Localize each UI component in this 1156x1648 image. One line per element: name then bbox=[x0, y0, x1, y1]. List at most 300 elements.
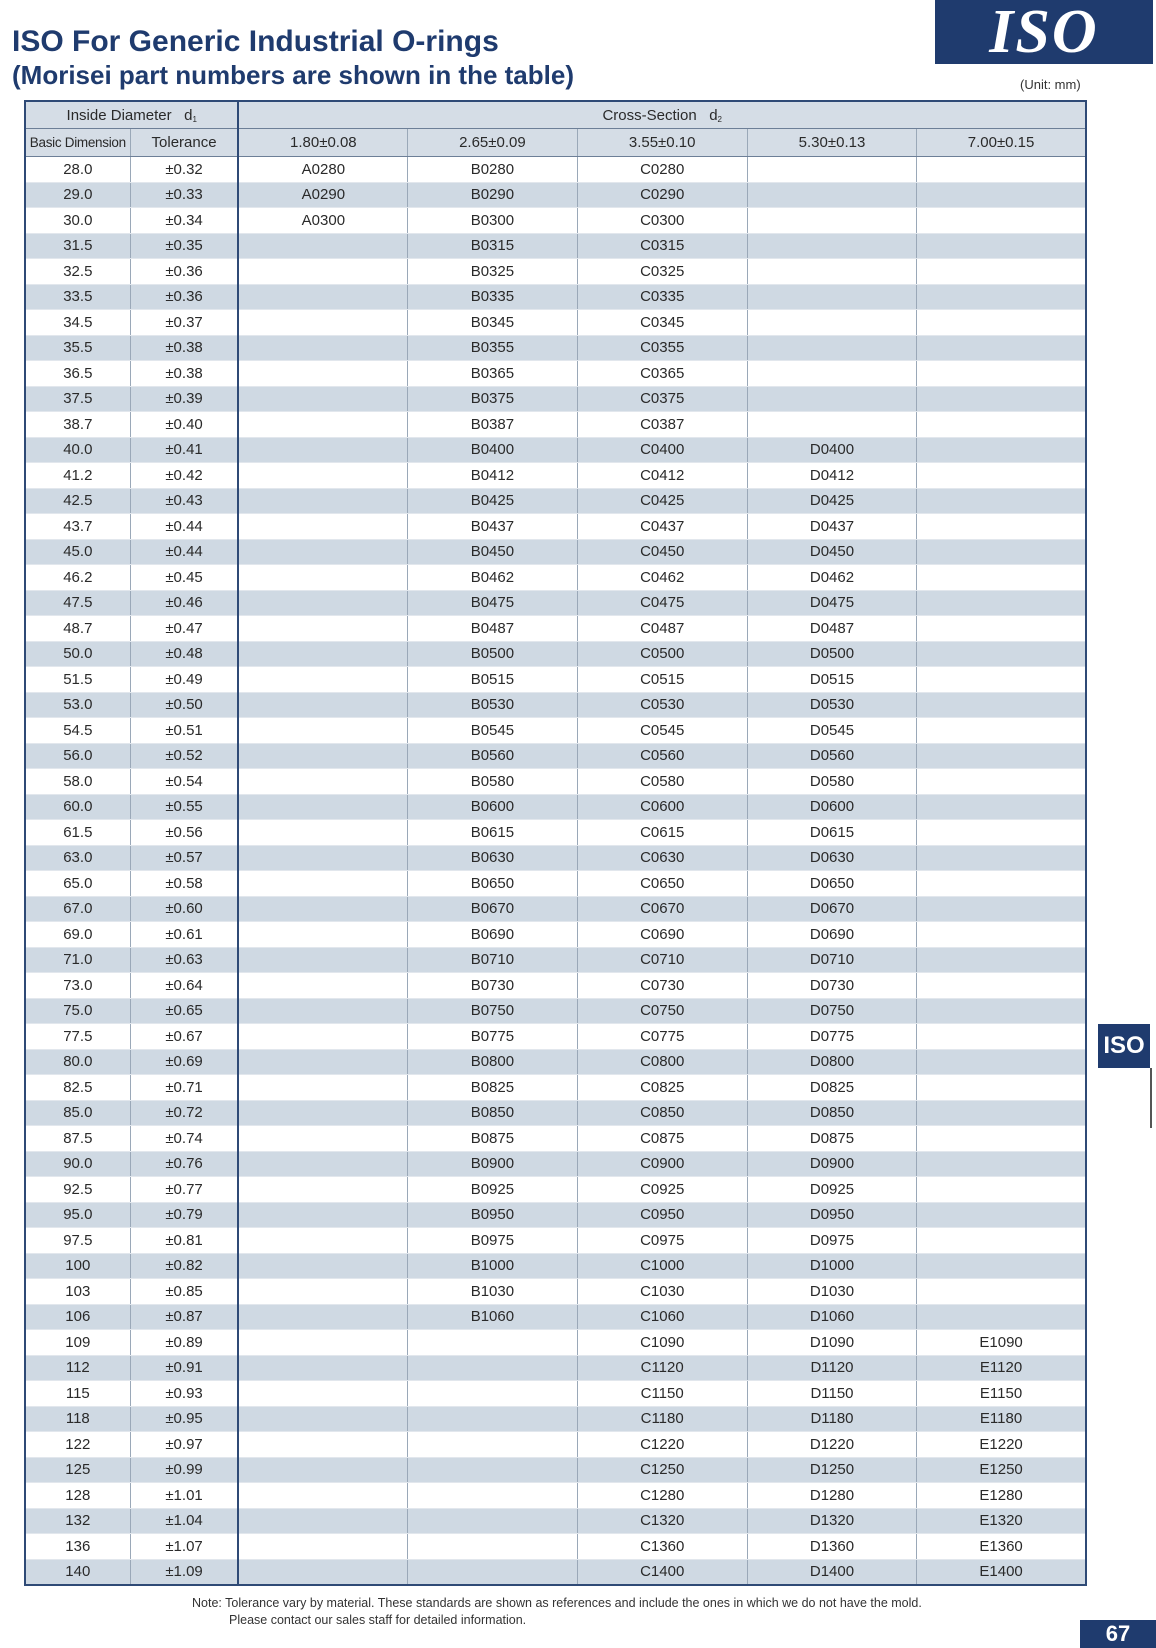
part-number-cell: C0515 bbox=[577, 667, 747, 693]
part-number-cell: B0825 bbox=[408, 1075, 577, 1101]
basic-dimension-cell: 136 bbox=[25, 1534, 130, 1560]
tolerance-cell: ±0.41 bbox=[130, 437, 238, 463]
part-number-cell: B0545 bbox=[408, 718, 577, 744]
basic-dimension-cell: 118 bbox=[25, 1406, 130, 1432]
basic-dimension-cell: 82.5 bbox=[25, 1075, 130, 1101]
part-number-cell: C0315 bbox=[577, 233, 747, 259]
part-number-cell bbox=[917, 973, 1086, 999]
part-number-cell: D0425 bbox=[747, 488, 916, 514]
part-number-cell: B0975 bbox=[408, 1228, 577, 1254]
part-number-cell bbox=[917, 616, 1086, 642]
table-row bbox=[25, 922, 1086, 948]
part-number-cell bbox=[238, 1100, 407, 1126]
table-row bbox=[25, 463, 1086, 489]
part-number-cell bbox=[408, 1483, 577, 1509]
tolerance-cell: ±0.44 bbox=[130, 514, 238, 540]
part-number-cell: C0650 bbox=[577, 871, 747, 897]
tolerance-cell: ±0.81 bbox=[130, 1228, 238, 1254]
basic-dimension-cell: 60.0 bbox=[25, 794, 130, 820]
part-number-cell bbox=[408, 1381, 577, 1407]
part-number-cell bbox=[917, 1151, 1086, 1177]
tab-divider bbox=[1150, 1068, 1152, 1128]
table-row bbox=[25, 1508, 1086, 1534]
basic-dimension-cell: 37.5 bbox=[25, 386, 130, 412]
table-row bbox=[25, 845, 1086, 871]
basic-dimension-cell: 32.5 bbox=[25, 259, 130, 285]
part-number-cell: B0710 bbox=[408, 947, 577, 973]
part-number-cell: D0775 bbox=[747, 1024, 916, 1050]
part-number-cell bbox=[917, 718, 1086, 744]
basic-dimension-cell: 109 bbox=[25, 1330, 130, 1356]
basic-dimension-cell: 35.5 bbox=[25, 335, 130, 361]
part-number-cell bbox=[238, 1355, 407, 1381]
page-number: 67 bbox=[1080, 1620, 1156, 1648]
table-row bbox=[25, 1177, 1086, 1203]
part-number-cell: B0425 bbox=[408, 488, 577, 514]
part-number-cell: C0875 bbox=[577, 1126, 747, 1152]
part-number-cell: B0412 bbox=[408, 463, 577, 489]
basic-dimension-cell: 48.7 bbox=[25, 616, 130, 642]
part-number-cell: C0630 bbox=[577, 845, 747, 871]
part-number-cell: C0437 bbox=[577, 514, 747, 540]
part-number-cell bbox=[917, 692, 1086, 718]
part-number-cell bbox=[238, 845, 407, 871]
part-number-cell: B0900 bbox=[408, 1151, 577, 1177]
part-number-cell bbox=[917, 947, 1086, 973]
part-number-cell: E1120 bbox=[917, 1355, 1086, 1381]
part-number-cell: D1250 bbox=[747, 1457, 916, 1483]
part-number-cell bbox=[917, 1304, 1086, 1330]
part-number-cell bbox=[238, 1126, 407, 1152]
part-number-cell bbox=[238, 463, 407, 489]
part-number-cell: D0530 bbox=[747, 692, 916, 718]
tolerance-cell: ±0.33 bbox=[130, 182, 238, 208]
table-row bbox=[25, 233, 1086, 259]
part-number-cell: D0825 bbox=[747, 1075, 916, 1101]
part-number-cell: D1000 bbox=[747, 1253, 916, 1279]
part-number-cell: B0335 bbox=[408, 284, 577, 310]
part-number-cell bbox=[238, 1075, 407, 1101]
part-number-cell: C0335 bbox=[577, 284, 747, 310]
table-row bbox=[25, 514, 1086, 540]
basic-dimension-cell: 132 bbox=[25, 1508, 130, 1534]
part-number-cell bbox=[917, 386, 1086, 412]
tolerance-cell: ±0.54 bbox=[130, 769, 238, 795]
part-number-cell: D0487 bbox=[747, 616, 916, 642]
cross-section-col-header: 1.80±0.08 bbox=[238, 129, 407, 157]
part-number-cell bbox=[408, 1432, 577, 1458]
cross-section-header: Cross-Section $d_2$ bbox=[238, 101, 1086, 129]
table-row bbox=[25, 692, 1086, 718]
part-number-cell: C0425 bbox=[577, 488, 747, 514]
table-row bbox=[25, 310, 1086, 336]
part-number-cell bbox=[238, 233, 407, 259]
part-number-cell: E1360 bbox=[917, 1534, 1086, 1560]
basic-dimension-cell: 51.5 bbox=[25, 667, 130, 693]
table-row bbox=[25, 1024, 1086, 1050]
part-number-cell: C0500 bbox=[577, 641, 747, 667]
table-row bbox=[25, 1483, 1086, 1509]
part-number-cell bbox=[917, 1075, 1086, 1101]
part-number-cell: D0800 bbox=[747, 1049, 916, 1075]
part-number-cell: D0730 bbox=[747, 973, 916, 999]
part-number-cell bbox=[238, 1559, 407, 1585]
part-number-cell: D1120 bbox=[747, 1355, 916, 1381]
part-number-cell bbox=[917, 1126, 1086, 1152]
basic-dimension-cell: 28.0 bbox=[25, 157, 130, 183]
part-number-cell bbox=[917, 182, 1086, 208]
table-row bbox=[25, 1406, 1086, 1432]
part-number-cell: B0800 bbox=[408, 1049, 577, 1075]
part-number-cell bbox=[747, 182, 916, 208]
part-number-cell bbox=[238, 590, 407, 616]
part-number-cell bbox=[238, 1406, 407, 1432]
tolerance-cell: ±0.47 bbox=[130, 616, 238, 642]
tolerance-cell: ±0.64 bbox=[130, 973, 238, 999]
part-number-cell: C1220 bbox=[577, 1432, 747, 1458]
part-number-cell: C0775 bbox=[577, 1024, 747, 1050]
part-number-cell: C0925 bbox=[577, 1177, 747, 1203]
basic-dimension-cell: 112 bbox=[25, 1355, 130, 1381]
part-number-cell: C1150 bbox=[577, 1381, 747, 1407]
part-number-cell: C1030 bbox=[577, 1279, 747, 1305]
part-number-cell: B0730 bbox=[408, 973, 577, 999]
basic-dimension-cell: 30.0 bbox=[25, 208, 130, 234]
part-number-cell bbox=[408, 1406, 577, 1432]
part-number-cell: C0750 bbox=[577, 998, 747, 1024]
tolerance-cell: ±0.65 bbox=[130, 998, 238, 1024]
part-number-cell bbox=[917, 845, 1086, 871]
part-number-cell bbox=[238, 1381, 407, 1407]
part-number-cell: B0400 bbox=[408, 437, 577, 463]
part-number-cell: D1030 bbox=[747, 1279, 916, 1305]
part-number-cell bbox=[238, 718, 407, 744]
part-number-cell bbox=[238, 1508, 407, 1534]
table-row bbox=[25, 667, 1086, 693]
table-row bbox=[25, 641, 1086, 667]
part-number-cell bbox=[238, 1177, 407, 1203]
part-number-cell bbox=[408, 1457, 577, 1483]
part-number-cell bbox=[238, 1279, 407, 1305]
table-row bbox=[25, 1330, 1086, 1356]
part-number-cell: C0670 bbox=[577, 896, 747, 922]
part-number-cell bbox=[238, 386, 407, 412]
tolerance-cell: ±0.40 bbox=[130, 412, 238, 438]
part-number-cell: D0412 bbox=[747, 463, 916, 489]
part-number-cell bbox=[747, 259, 916, 285]
basic-dimension-cell: 29.0 bbox=[25, 182, 130, 208]
tolerance-cell: ±0.42 bbox=[130, 463, 238, 489]
part-number-cell: A0280 bbox=[238, 157, 407, 183]
page-title: ISO For Generic Industrial O-rings bbox=[12, 25, 499, 58]
basic-dimension-cell: 53.0 bbox=[25, 692, 130, 718]
part-number-cell: D0500 bbox=[747, 641, 916, 667]
part-number-cell: E1320 bbox=[917, 1508, 1086, 1534]
tolerance-cell: ±1.09 bbox=[130, 1559, 238, 1585]
part-number-cell bbox=[917, 820, 1086, 846]
part-number-cell: C0825 bbox=[577, 1075, 747, 1101]
part-number-cell: E1250 bbox=[917, 1457, 1086, 1483]
tolerance-cell: ±0.37 bbox=[130, 310, 238, 336]
part-number-cell bbox=[917, 284, 1086, 310]
part-number-cell bbox=[238, 922, 407, 948]
basic-dimension-cell: 103 bbox=[25, 1279, 130, 1305]
table-row bbox=[25, 616, 1086, 642]
part-number-cell bbox=[917, 667, 1086, 693]
part-number-cell: D0900 bbox=[747, 1151, 916, 1177]
part-number-cell: B0500 bbox=[408, 641, 577, 667]
part-number-cell bbox=[238, 1151, 407, 1177]
table-row bbox=[25, 1049, 1086, 1075]
part-number-cell bbox=[238, 871, 407, 897]
part-number-cell bbox=[408, 1330, 577, 1356]
part-number-cell: C1180 bbox=[577, 1406, 747, 1432]
tolerance-cell: ±0.63 bbox=[130, 947, 238, 973]
part-number-cell: D0437 bbox=[747, 514, 916, 540]
part-number-cell: C0545 bbox=[577, 718, 747, 744]
part-number-cell bbox=[238, 998, 407, 1024]
part-number-cell: C0580 bbox=[577, 769, 747, 795]
basic-dimension-cell: 46.2 bbox=[25, 565, 130, 591]
table-row bbox=[25, 437, 1086, 463]
part-number-cell: D0600 bbox=[747, 794, 916, 820]
tolerance-cell: ±0.67 bbox=[130, 1024, 238, 1050]
table-row bbox=[25, 386, 1086, 412]
part-number-cell: C1280 bbox=[577, 1483, 747, 1509]
part-number-cell bbox=[238, 820, 407, 846]
part-number-cell: D0560 bbox=[747, 743, 916, 769]
part-number-cell: C0325 bbox=[577, 259, 747, 285]
basic-dimension-cell: 67.0 bbox=[25, 896, 130, 922]
part-number-cell bbox=[238, 1202, 407, 1228]
tolerance-cell: ±0.93 bbox=[130, 1381, 238, 1407]
part-number-cell bbox=[917, 1202, 1086, 1228]
basic-dimension-cell: 31.5 bbox=[25, 233, 130, 259]
cross-section-col-header: 7.00±0.15 bbox=[917, 129, 1086, 157]
part-number-cell bbox=[408, 1559, 577, 1585]
basic-dimension-cell: 42.5 bbox=[25, 488, 130, 514]
table-row bbox=[25, 769, 1086, 795]
part-number-cell bbox=[747, 310, 916, 336]
part-number-cell bbox=[238, 1457, 407, 1483]
part-number-cell bbox=[408, 1534, 577, 1560]
part-number-cell: D0975 bbox=[747, 1228, 916, 1254]
part-number-cell: B0290 bbox=[408, 182, 577, 208]
part-number-cell: D0462 bbox=[747, 565, 916, 591]
part-number-cell bbox=[917, 1177, 1086, 1203]
part-number-cell bbox=[747, 157, 916, 183]
basic-dimension-cell: 115 bbox=[25, 1381, 130, 1407]
tolerance-cell: ±0.95 bbox=[130, 1406, 238, 1432]
table-row bbox=[25, 1304, 1086, 1330]
part-number-cell: C0365 bbox=[577, 361, 747, 387]
part-number-cell bbox=[917, 1253, 1086, 1279]
part-number-cell: C0950 bbox=[577, 1202, 747, 1228]
part-number-cell: C1000 bbox=[577, 1253, 747, 1279]
part-number-cell bbox=[917, 794, 1086, 820]
part-number-cell bbox=[238, 1483, 407, 1509]
tolerance-cell: ±0.89 bbox=[130, 1330, 238, 1356]
table-row bbox=[25, 1075, 1086, 1101]
tolerance-cell: ±1.04 bbox=[130, 1508, 238, 1534]
part-number-cell bbox=[917, 412, 1086, 438]
table-row bbox=[25, 871, 1086, 897]
part-number-cell bbox=[747, 284, 916, 310]
part-number-cell: C1090 bbox=[577, 1330, 747, 1356]
part-number-cell bbox=[238, 284, 407, 310]
part-number-cell bbox=[238, 973, 407, 999]
table-row bbox=[25, 820, 1086, 846]
part-number-cell: D0925 bbox=[747, 1177, 916, 1203]
part-number-cell: B0580 bbox=[408, 769, 577, 795]
part-number-cell: C0615 bbox=[577, 820, 747, 846]
tolerance-cell: ±0.48 bbox=[130, 641, 238, 667]
part-number-cell bbox=[917, 539, 1086, 565]
part-number-cell bbox=[917, 998, 1086, 1024]
part-number-cell bbox=[238, 1024, 407, 1050]
tolerance-cell: ±0.38 bbox=[130, 361, 238, 387]
table-row bbox=[25, 182, 1086, 208]
table-row bbox=[25, 335, 1086, 361]
part-number-cell: D1360 bbox=[747, 1534, 916, 1560]
basic-dimension-cell: 106 bbox=[25, 1304, 130, 1330]
tolerance-cell: ±0.97 bbox=[130, 1432, 238, 1458]
part-number-cell: D1280 bbox=[747, 1483, 916, 1509]
table-row bbox=[25, 718, 1086, 744]
part-number-cell bbox=[917, 590, 1086, 616]
tolerance-cell: ±0.35 bbox=[130, 233, 238, 259]
part-number-cell bbox=[917, 565, 1086, 591]
part-number-cell bbox=[408, 1355, 577, 1381]
table-row bbox=[25, 208, 1086, 234]
part-number-cell: B0375 bbox=[408, 386, 577, 412]
part-number-cell bbox=[238, 1432, 407, 1458]
basic-dimension-cell: 73.0 bbox=[25, 973, 130, 999]
table-row bbox=[25, 1355, 1086, 1381]
part-number-cell: B0365 bbox=[408, 361, 577, 387]
part-number-cell bbox=[747, 361, 916, 387]
part-number-cell bbox=[238, 794, 407, 820]
table-row bbox=[25, 590, 1086, 616]
part-number-cell bbox=[917, 896, 1086, 922]
part-number-cell bbox=[238, 1049, 407, 1075]
footnote bbox=[192, 1595, 922, 1629]
basic-dimension-cell: 36.5 bbox=[25, 361, 130, 387]
part-number-cell: D0545 bbox=[747, 718, 916, 744]
part-number-cell bbox=[238, 514, 407, 540]
part-number-cell: D0690 bbox=[747, 922, 916, 948]
table-row bbox=[25, 947, 1086, 973]
part-number-cell: C0730 bbox=[577, 973, 747, 999]
part-number-cell: C0450 bbox=[577, 539, 747, 565]
tolerance-cell: ±0.36 bbox=[130, 259, 238, 285]
part-number-cell: B0450 bbox=[408, 539, 577, 565]
part-number-cell: D0950 bbox=[747, 1202, 916, 1228]
part-number-cell: D0580 bbox=[747, 769, 916, 795]
basic-dimension-cell: 58.0 bbox=[25, 769, 130, 795]
basic-dimension-cell: 61.5 bbox=[25, 820, 130, 846]
part-number-cell: C1400 bbox=[577, 1559, 747, 1585]
table-row bbox=[25, 998, 1086, 1024]
tolerance-cell: ±0.36 bbox=[130, 284, 238, 310]
tolerance-cell: ±0.60 bbox=[130, 896, 238, 922]
part-number-cell: B0560 bbox=[408, 743, 577, 769]
tolerance-cell: ±0.91 bbox=[130, 1355, 238, 1381]
part-number-cell: D1150 bbox=[747, 1381, 916, 1407]
tolerance-cell: ±0.49 bbox=[130, 667, 238, 693]
part-number-cell: B0462 bbox=[408, 565, 577, 591]
part-number-cell bbox=[917, 437, 1086, 463]
part-number-cell: C0530 bbox=[577, 692, 747, 718]
part-number-cell bbox=[917, 335, 1086, 361]
part-number-cell bbox=[238, 437, 407, 463]
table-row bbox=[25, 1534, 1086, 1560]
basic-dimension-cell: 45.0 bbox=[25, 539, 130, 565]
part-number-cell bbox=[238, 667, 407, 693]
basic-dimension-cell: 41.2 bbox=[25, 463, 130, 489]
inside-diameter-header: Inside Diameter $d_1$ bbox=[25, 101, 238, 129]
part-number-cell: D0670 bbox=[747, 896, 916, 922]
part-number-cell bbox=[917, 743, 1086, 769]
part-number-cell bbox=[917, 233, 1086, 259]
part-number-cell: B0875 bbox=[408, 1126, 577, 1152]
footnote-line-1: Note: Tolerance vary by material. These standards are shown as references and include the ones in which we do not have the mold. bbox=[192, 1596, 922, 1610]
part-number-cell bbox=[238, 1228, 407, 1254]
basic-dimension-cell: 85.0 bbox=[25, 1100, 130, 1126]
part-number-cell bbox=[747, 208, 916, 234]
tolerance-cell: ±0.74 bbox=[130, 1126, 238, 1152]
tolerance-cell: ±0.85 bbox=[130, 1279, 238, 1305]
basic-dimension-cell: 34.5 bbox=[25, 310, 130, 336]
tolerance-cell: ±0.71 bbox=[130, 1075, 238, 1101]
part-number-cell bbox=[238, 1534, 407, 1560]
part-number-cell: C0600 bbox=[577, 794, 747, 820]
part-number-cell: B0690 bbox=[408, 922, 577, 948]
part-number-cell: D1400 bbox=[747, 1559, 916, 1585]
part-number-cell: C1320 bbox=[577, 1508, 747, 1534]
basic-dimension-cell: 38.7 bbox=[25, 412, 130, 438]
basic-dimension-cell: 56.0 bbox=[25, 743, 130, 769]
part-number-cell: C0800 bbox=[577, 1049, 747, 1075]
tolerance-cell: ±0.99 bbox=[130, 1457, 238, 1483]
iso-section-tab[interactable]: ISO bbox=[1098, 1024, 1150, 1068]
part-number-cell: C0290 bbox=[577, 182, 747, 208]
part-number-cell: C1120 bbox=[577, 1355, 747, 1381]
part-number-cell: C0487 bbox=[577, 616, 747, 642]
cross-section-col-header: 3.55±0.10 bbox=[577, 129, 747, 157]
part-number-cell: B0615 bbox=[408, 820, 577, 846]
part-number-cell: A0300 bbox=[238, 208, 407, 234]
basic-dimension-cell: 128 bbox=[25, 1483, 130, 1509]
part-number-cell bbox=[238, 641, 407, 667]
part-number-cell: D0875 bbox=[747, 1126, 916, 1152]
basic-dimension-cell: 80.0 bbox=[25, 1049, 130, 1075]
table-row bbox=[25, 1457, 1086, 1483]
part-number-cell: D1220 bbox=[747, 1432, 916, 1458]
tolerance-cell: ±0.43 bbox=[130, 488, 238, 514]
part-number-cell bbox=[238, 259, 407, 285]
tolerance-cell: ±1.07 bbox=[130, 1534, 238, 1560]
part-number-cell bbox=[238, 947, 407, 973]
basic-dimension-cell: 40.0 bbox=[25, 437, 130, 463]
part-number-cell bbox=[917, 157, 1086, 183]
part-number-cell: B0850 bbox=[408, 1100, 577, 1126]
part-number-cell: D0450 bbox=[747, 539, 916, 565]
part-number-cell: B0775 bbox=[408, 1024, 577, 1050]
basic-dimension-header: Basic Dimension bbox=[25, 129, 130, 157]
tolerance-header: Tolerance bbox=[130, 129, 238, 157]
part-number-cell: C0900 bbox=[577, 1151, 747, 1177]
